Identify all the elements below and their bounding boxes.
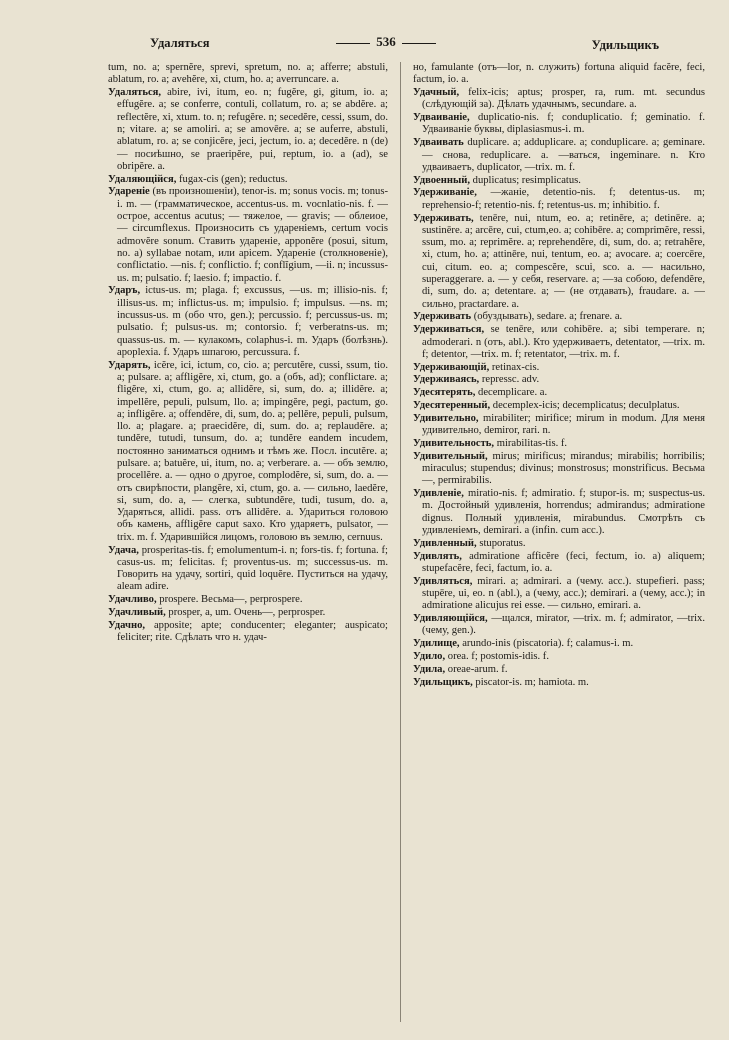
entry-headword: Удивленный,	[413, 537, 477, 549]
dictionary-entry	[108, 285, 388, 359]
entry-headword: Удильщикъ,	[413, 676, 473, 688]
entry-text: tenēre, nui, ntum, eo. a; retinēre, a; detinēre. a; sustinēre. a; arcēre, cui, ctum,eo. a; cohibēre. a; comprimĕre, ressi, ssum, mo. a; reprimĕre. a; reprehendĕre, di, sum, do. a; retrahĕre, xi, ctum, ho. a; attinēre, nui, tentum, eo. a; avocare. a; coercēre, cui, citum. eo. a; compescĕre, scui, sco. a. — насильно, superaggerare. a. — у себя, reservare. a; —за собою, defendĕre, di, sum, do. a; detentare. a; — (не отдавать), fraudare. a. — сильно, practardare. a.	[422, 212, 705, 310]
dictionary-entry	[413, 551, 705, 576]
entry-headword: Удачный,	[413, 87, 460, 99]
entry-text: felix-icis; aptus; prosper, ra, rum. mt. secundus (слѣдующій за). Дѣлать удачнымъ, secundare. a.	[422, 87, 705, 111]
entry-text: mirabiliter; mirifice; mirum in modum. Для меня удивительно, demiror, rari. n.	[422, 412, 705, 437]
dictionary-entry	[413, 213, 705, 311]
running-head	[0, 34, 729, 54]
entry-text: но, famulante (отъ—lor, n. служить) fortuna aliquid facĕre, feci, factum, io. a.	[413, 62, 705, 86]
entry-headword: Удивляться,	[413, 575, 473, 587]
page-number: 536	[376, 34, 396, 49]
entry-text: repressc. adv.	[481, 374, 540, 386]
entry-headword: Удивлять,	[413, 550, 462, 562]
entry-headword: Ударъ,	[108, 285, 141, 297]
entry-text: arundo-inis (piscatoria). f; calamus-i. m.	[462, 638, 634, 650]
entry-headword: Удачно,	[108, 619, 146, 631]
entry-text: (обуздывать), sedare. a; frenare. a.	[473, 311, 623, 323]
dictionary-entry	[108, 594, 388, 606]
dictionary-entry	[413, 638, 705, 650]
entry-text: duplicatus; resimplicatus.	[472, 174, 581, 186]
dash-left	[336, 43, 370, 44]
entry-headword: Удерживающій,	[413, 361, 490, 373]
entry-headword: Удаляться,	[108, 87, 162, 99]
entry-headword: Удерживаясь,	[413, 374, 480, 386]
dictionary-entry	[413, 374, 705, 386]
dictionary-entry	[413, 664, 705, 676]
entry-headword: Удерживаться,	[413, 324, 485, 336]
entry-text: admiratione afficĕre (feci, fectum, io. a) aliquem; stupefacĕre, feci, factum, io. a.	[422, 550, 705, 574]
dictionary-entry	[413, 613, 705, 638]
dictionary-entry	[413, 651, 705, 663]
entry-headword: Удерживать	[413, 311, 472, 323]
entry-headword: Удесятеренный,	[413, 400, 491, 412]
entry-headword: Удивительно,	[413, 412, 479, 424]
left-column	[108, 62, 388, 1024]
entry-headword: Удило,	[413, 650, 446, 662]
entry-headword: Удила,	[413, 663, 446, 675]
running-head-left: Удаляться	[150, 36, 210, 50]
entry-headword: Удачливо,	[108, 594, 157, 606]
entry-headword: Удареніе	[108, 186, 150, 198]
dictionary-entry	[413, 413, 705, 438]
entry-text: —жаніе, detentio-nis. f; detentus-us. m; reprehensio-f; retentio-nis. f; retentus-us. m; inhibitio. f.	[422, 187, 705, 211]
entry-text: mirari. a; admirari. a (чему. acc.). stupefieri. pass; stupēre, ui, eo. n (abl.), a (чему, acc.); demirari. a (чему, acc.); in admiratione alicujus rei esse. — сильно, emirari. a.	[422, 575, 705, 612]
dictionary-entry	[413, 175, 705, 187]
dictionary-entry	[413, 187, 705, 212]
dictionary-entry	[108, 174, 388, 186]
dictionary-entry	[108, 620, 388, 645]
entry-text: fugax-cis (gen); reductus.	[179, 173, 288, 185]
entry-text: decemplicare. a.	[478, 387, 548, 399]
entry-text: ictus-us. m; plaga. f; excussus, —us. m; illisio-nis. f; illisus-us. m; inflictus-us. m; impulsio. f; impulsus. —ns. m; incussus-us. m (обо что, gen.); percussio. f; percussus-us. m; pulsatio. f; pulsus-us. m; contorsio. f; verberatns-us. m; quassus-us. m. — кулакомъ, colaphus-i. m. Ударъ (болѣзнь). apoplexia. f. Ударъ шпагою, percussura. f.	[117, 285, 388, 358]
entry-headword: Удваиваніе,	[413, 112, 470, 124]
entry-headword: Удваивать	[413, 137, 464, 149]
dictionary-entry	[413, 311, 705, 323]
entry-headword: Удивляющійся,	[413, 613, 488, 625]
dictionary-entry	[413, 451, 705, 488]
entry-headword: Удивительный,	[413, 450, 488, 462]
dictionary-entry	[108, 545, 388, 594]
dictionary-entry	[413, 488, 705, 537]
entry-headword: Удвоенный,	[413, 174, 470, 186]
dictionary-entry	[413, 362, 705, 374]
entry-headword: Ударять,	[108, 359, 151, 371]
entry-text: se tenēre, или cohibēre. a; sibi temperare. n; admoderari. n (отъ, abl.). Кто удерживаетъ, detentator, —trix. m. f; detentor, —trix. m. f; retentator, —trix. m. f.	[422, 324, 705, 360]
dictionary-entry	[413, 112, 705, 137]
entry-text: retinax-cis.	[491, 361, 540, 373]
entry-text: duplicatio-nis. f; conduplicatio. f; geminatio. f. Удваиваніе буквы, diplasiasmus-i. m.	[422, 112, 705, 136]
entry-text: (въ произношеніи), tenor-is. m; sonus vocis. m; tonus-i. m. — (грамматическое, accentus-us. m. vocnlatio-nis. f. — острое, accentus acutus; — тяжелое, — gravis; — облеиое, — circumflexus. Произносить съ удареніемъ, certum vocis admovĕre sonum. Ставить удареніе, apponĕre (posui, situm, no. a) syllabae notam, или apicem. Удареніе (столкновеніе), conflictatio. —nis. f; conflictio. f; conflĭgium, —ii. n; incussus-us. m; pulsatio. f; laesio. f; impactio. f.	[117, 186, 388, 284]
dictionary-entry	[108, 62, 388, 87]
entry-text: duplicare. a; adduplicare. a; conduplicare. a; geminare. — снова, reduplicare. a. —ваться, ingeminare. n. Кто удваиваетъ, duplicator, —trix. m. f.	[422, 137, 705, 173]
dictionary-entry	[413, 400, 705, 412]
entry-text: icĕre, ici, ictum, co, cio. a; percutĕre, cussi, ssum, tio. a; pulsare. a; affligĕre, xi, ctum, go. a (объ, ad); conflictare. a; fligĕre, xi, ctum, go. a; allidĕre, si, sum, do. a; illidĕre. a; impellĕre, pepuli, pulsum, llo. a; impingĕre, pegi, pactum, go. a; infligĕre. a; offendĕre, di, sum, do. a; pellĕre, pepuli, pulsum, llo. a; plagare. a; praecidĕre, di, sum. do. a; replaudĕre. a; tundĕre, tutudi, tunsum, do. a; tundĕre eandem incudem, постоянно заниматься однимъ и тѣмъ же. Посл. incutĕre. a; pulsare. a; batuĕre, ui, itum, no. a; verberare. a. — объ землю, procellĕre. a. — одно о другое, complodĕre, si, sum, do. a. — отъ свирѣпости, plangĕre, xi, ctum, go. a. — сильно, laedĕre, si, sum, do. a, — слегка, subtundĕre, tudi, tusum, do. a, Ударяться, allidi. pass. отъ allidĕre. a. Удариться головою объ камень, affligĕre caput saxo. Кто ударяетъ, pulsator, —trix. m. f. Ударившійся лицомъ, головою въ землю, cernuus.	[117, 359, 388, 543]
dictionary-entry	[413, 324, 705, 361]
running-head-right: Удильщикъ	[591, 38, 659, 52]
column-divider	[400, 62, 401, 1022]
entry-headword: Удерживать,	[413, 212, 474, 224]
entry-text: piscator-is. m; hamiota. m.	[475, 676, 589, 688]
dictionary-entry	[413, 677, 705, 689]
entry-headword: Удача,	[108, 544, 139, 556]
dictionary-entry	[413, 137, 705, 174]
entry-text: prosper, a, um. Очень—, perprosper.	[168, 607, 326, 619]
entry-headword: Удаляющійся,	[108, 173, 177, 185]
entry-headword: Удерживаніе,	[413, 187, 477, 199]
entry-text: mirus; mirificus; mirandus; mirabilis; horribilis; miraculus; stupendus; divinus; monstrosus; monstrificus. Весьма —, permirabilis.	[422, 450, 705, 487]
entry-text: abire, ivi, itum, eo. n; fugĕre, gi, gitum, io. a; effugĕre. a; se conferre, contuli, collatum, ro. a; se abdĕre. a; reflectĕre, xi, xtum. to. n; refugĕre. n; secedĕre, cessi, ssum, do. n; vitare. a; se amoliri. a; se amovēre. a; se auferre, abstuli, ablatum, ro. a; se conjicĕre, jeci, jectum, io. a; decedĕre. n (de) — посиѣшно, se praeripĕre, pui, reptum, io. a (ad), se obripĕre. a.	[117, 87, 388, 172]
entry-text: prosperitas-tis. f; emolumentum-i. n; fors-tis. f; fortuna. f; casus-us. m; felicitas. f; proventus-us. m; successus-us. m. Говорить на удачу, sortiri, quid loquĕre. Пуститься на удачу, aleam adire.	[117, 544, 388, 593]
entry-text: mirabilitas-tis. f.	[496, 437, 568, 449]
entry-text: miratio-nis. f; admiratio. f; stupor-is. m; suspectus-us. m. Достойный удивленія, horrendus; admirandus; admiratione dignus. Полный удивленія, mirabundus. Смотрѣть съ удивленіемъ, demirari. a (infin. cum acc.).	[422, 488, 705, 536]
dictionary-entry	[413, 87, 705, 112]
dictionary-entry	[413, 387, 705, 399]
right-column	[413, 62, 705, 1024]
dictionary-entry	[108, 360, 388, 544]
entry-headword: Удилище,	[413, 638, 460, 650]
dash-right	[402, 43, 436, 44]
dictionary-entry	[108, 607, 388, 619]
entry-text: decemplex-icis; decemplicatus; deculplatus.	[492, 400, 680, 412]
entry-headword: Удивленіе,	[413, 488, 464, 500]
entry-text: prospere. Весьма—, perprospere.	[159, 594, 303, 606]
entry-headword: Удачливый,	[108, 607, 166, 619]
dictionary-entry	[108, 87, 388, 173]
entry-headword: Удесятерять,	[413, 387, 476, 399]
entry-headword: Удивительность,	[413, 437, 495, 449]
dictionary-entry	[413, 62, 705, 87]
entry-text: stuporatus.	[479, 537, 526, 549]
dictionary-entry	[413, 538, 705, 550]
dictionary-entry	[108, 186, 388, 284]
entry-text: —щался, mirator, —trix. m. f; admirator, —trix. (чему, gen.).	[422, 613, 705, 637]
dictionary-entry	[413, 576, 705, 613]
entry-text: orea. f; postomis-idis. f.	[447, 650, 549, 662]
entry-text: tum, no. a; spernĕre, sprevi, spretum, no. a; afferre; abstuli, ablatum, ro. a; avehĕre, xi, ctum, ho. a; averruncare. a.	[108, 62, 388, 86]
dictionary-entry	[413, 438, 705, 450]
page-number-block	[311, 34, 461, 50]
entry-text: apposite; apte; conducenter; eleganter; auspicato; feliciter; rite. Сдѣлать что н. удач-	[117, 619, 388, 644]
entry-text: oreae-arum. f.	[447, 663, 508, 675]
